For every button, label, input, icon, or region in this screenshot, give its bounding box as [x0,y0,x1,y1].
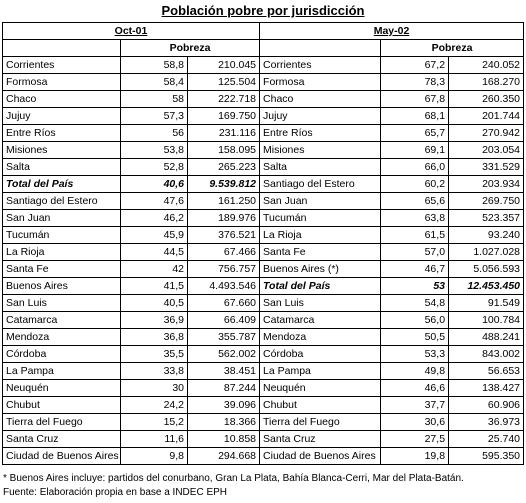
may-poverty-pct-cell: 30,6 [381,414,449,431]
oct-jurisdiction-cell: Chubut [3,397,121,414]
may-jurisdiction-cell: Neuquén [260,380,381,397]
may-poor-population-cell: 100.784 [449,312,524,329]
may-poor-population-cell: 138.427 [449,380,524,397]
oct-poor-population-cell: 66.409 [188,312,260,329]
may-jurisdiction-cell: Salta [260,159,381,176]
may-poor-population-cell: 93.240 [449,227,524,244]
may-poverty-pct-cell: 68,1 [381,108,449,125]
oct-jurisdiction-cell: Santa Cruz [3,431,121,448]
oct-poor-population-cell: 125.504 [188,74,260,91]
pobreza-header-left: Pobreza [121,40,260,57]
may-poor-population-cell: 843.002 [449,346,524,363]
may-jurisdiction-cell: Tierra del Fuego [260,414,381,431]
oct-jurisdiction-cell: Mendoza [3,329,121,346]
table-row [3,244,524,261]
may-poverty-pct-cell: 27,5 [381,431,449,448]
oct-poverty-pct-cell: 42 [121,261,188,278]
table-row [3,312,524,329]
table-row [3,91,524,108]
may-jurisdiction-cell: Catamarca [260,312,381,329]
oct-poverty-pct-cell: 45,9 [121,227,188,244]
table-row [3,57,524,74]
may-poverty-pct-cell: 69,1 [381,142,449,159]
oct-poverty-pct-cell: 58,8 [121,57,188,74]
table-row [3,414,524,431]
may-poor-population-cell: 595.350 [449,448,524,465]
table-row [3,125,524,142]
may-poverty-pct-cell: 54,8 [381,295,449,312]
table-row [3,261,524,278]
oct-poverty-pct-cell: 44,5 [121,244,188,261]
table-row [3,363,524,380]
oct-poor-population-cell: 161.250 [188,193,260,210]
oct-poverty-pct-cell: 52,8 [121,159,188,176]
may-jurisdiction-cell: Santa Fe [260,244,381,261]
table-row [3,193,524,210]
may-jurisdiction-cell: La Rioja [260,227,381,244]
table-row [3,142,524,159]
oct-poor-population-cell: 67.466 [188,244,260,261]
table-row [3,159,524,176]
may-jurisdiction-cell: Chaco [260,91,381,108]
may-poor-population-cell: 201.744 [449,108,524,125]
period-may-02: May-02 [260,23,524,40]
may-jurisdiction-cell: San Juan [260,193,381,210]
oct-poor-population-cell: 18.366 [188,414,260,431]
table-row [3,176,524,193]
oct-poverty-pct-cell: 40,5 [121,295,188,312]
may-poverty-pct-cell: 65,6 [381,193,449,210]
may-jurisdiction-cell: Jujuy [260,108,381,125]
blank-header-left [3,40,121,57]
may-jurisdiction-cell: Total del País [260,278,381,295]
oct-jurisdiction-cell: Neuquén [3,380,121,397]
table-row [3,227,524,244]
oct-poverty-pct-cell: 58 [121,91,188,108]
oct-jurisdiction-cell: Chaco [3,91,121,108]
oct-poor-population-cell: 189.976 [188,210,260,227]
may-jurisdiction-cell: Santa Cruz [260,431,381,448]
oct-jurisdiction-cell: San Luis [3,295,121,312]
oct-poor-population-cell: 231.116 [188,125,260,142]
oct-poverty-pct-cell: 56 [121,125,188,142]
table-row [3,431,524,448]
table-row [3,329,524,346]
oct-poverty-pct-cell: 46,2 [121,210,188,227]
blank-header-right [260,40,381,57]
oct-jurisdiction-cell: Entre Ríos [3,125,121,142]
oct-poverty-pct-cell: 57,3 [121,108,188,125]
oct-poor-population-cell: 562.002 [188,346,260,363]
may-jurisdiction-cell: Mendoza [260,329,381,346]
oct-poor-population-cell: 39.096 [188,397,260,414]
oct-jurisdiction-cell: Tucumán [3,227,121,244]
may-poor-population-cell: 91.549 [449,295,524,312]
oct-jurisdiction-cell: Santiago del Estero [3,193,121,210]
oct-poor-population-cell: 222.718 [188,91,260,108]
may-jurisdiction-cell: Misiones [260,142,381,159]
table-row [3,295,524,312]
oct-poverty-pct-cell: 36,8 [121,329,188,346]
may-jurisdiction-cell: Chubut [260,397,381,414]
table-title: Población pobre por jurisdicción [161,3,365,18]
may-poverty-pct-cell: 49,8 [381,363,449,380]
oct-jurisdiction-cell: Salta [3,159,121,176]
may-poverty-pct-cell: 65,7 [381,125,449,142]
may-poor-population-cell: 12.453.450 [449,278,524,295]
may-jurisdiction-cell: Córdoba [260,346,381,363]
oct-poverty-pct-cell: 30 [121,380,188,397]
may-poverty-pct-cell: 78,3 [381,74,449,91]
may-poor-population-cell: 269.750 [449,193,524,210]
oct-jurisdiction-cell: Tierra del Fuego [3,414,121,431]
may-poverty-pct-cell: 60,2 [381,176,449,193]
oct-jurisdiction-cell: Córdoba [3,346,121,363]
may-poverty-pct-cell: 63,8 [381,210,449,227]
oct-poverty-pct-cell: 15,2 [121,414,188,431]
oct-poverty-pct-cell: 11,6 [121,431,188,448]
oct-poor-population-cell: 294.668 [188,448,260,465]
table-row [3,448,524,465]
may-poor-population-cell: 36.973 [449,414,524,431]
may-poverty-pct-cell: 53 [381,278,449,295]
may-poor-population-cell: 240.052 [449,57,524,74]
may-poverty-pct-cell: 53,3 [381,346,449,363]
may-jurisdiction-cell: Formosa [260,74,381,91]
oct-poor-population-cell: 265.223 [188,159,260,176]
may-jurisdiction-cell: Corrientes [260,57,381,74]
may-poor-population-cell: 203.054 [449,142,524,159]
may-poverty-pct-cell: 61,5 [381,227,449,244]
may-poor-population-cell: 25.740 [449,431,524,448]
oct-jurisdiction-cell: Santa Fe [3,261,121,278]
may-poor-population-cell: 60.906 [449,397,524,414]
oct-jurisdiction-cell: Total del País [3,176,121,193]
may-poverty-pct-cell: 19,8 [381,448,449,465]
header-row [3,40,524,57]
oct-jurisdiction-cell: Misiones [3,142,121,159]
may-jurisdiction-cell: Tucumán [260,210,381,227]
may-poverty-pct-cell: 67,2 [381,57,449,74]
may-jurisdiction-cell: Entre Ríos [260,125,381,142]
oct-poverty-pct-cell: 47,6 [121,193,188,210]
may-poor-population-cell: 203.934 [449,176,524,193]
oct-jurisdiction-cell: Jujuy [3,108,121,125]
may-poverty-pct-cell: 56,0 [381,312,449,329]
may-poverty-pct-cell: 57,0 [381,244,449,261]
oct-poor-population-cell: 376.521 [188,227,260,244]
may-poor-population-cell: 523.357 [449,210,524,227]
may-poor-population-cell: 270.942 [449,125,524,142]
may-poor-population-cell: 260.350 [449,91,524,108]
oct-poor-population-cell: 4.493.546 [188,278,260,295]
oct-poverty-pct-cell: 35,5 [121,346,188,363]
oct-jurisdiction-cell: Ciudad de Buenos Aires [3,448,121,465]
oct-jurisdiction-cell: Catamarca [3,312,121,329]
oct-poverty-pct-cell: 40,6 [121,176,188,193]
oct-poor-population-cell: 158.095 [188,142,260,159]
table-row [3,380,524,397]
oct-jurisdiction-cell: Corrientes [3,57,121,74]
oct-poor-population-cell: 756.757 [188,261,260,278]
pobreza-header-right: Pobreza [381,40,524,57]
table-row [3,108,524,125]
may-poor-population-cell: 1.027.028 [449,244,524,261]
table-row [3,346,524,363]
table-row [3,74,524,91]
poverty-table [2,22,524,465]
oct-poor-population-cell: 169.750 [188,108,260,125]
oct-jurisdiction-cell: La Rioja [3,244,121,261]
oct-jurisdiction-cell: Formosa [3,74,121,91]
may-jurisdiction-cell: Ciudad de Buenos Aires [260,448,381,465]
may-poverty-pct-cell: 66,0 [381,159,449,176]
may-poor-population-cell: 168.270 [449,74,524,91]
oct-poor-population-cell: 9.539.812 [188,176,260,193]
footnote-buenos-aires: * Buenos Aires incluye: partidos del conurbano, Gran La Plata, Bahía Blanca-Cerri, Mar del Plata-Batán. [3,473,464,484]
table-row [3,278,524,295]
may-poor-population-cell: 56.653 [449,363,524,380]
may-jurisdiction-cell: La Pampa [260,363,381,380]
period-row [3,23,524,40]
oct-jurisdiction-cell: Buenos Aires [3,278,121,295]
oct-poverty-pct-cell: 36,9 [121,312,188,329]
oct-poverty-pct-cell: 53,8 [121,142,188,159]
oct-poor-population-cell: 38.451 [188,363,260,380]
oct-poor-population-cell: 10.858 [188,431,260,448]
oct-poverty-pct-cell: 41,5 [121,278,188,295]
oct-poverty-pct-cell: 9,8 [121,448,188,465]
may-jurisdiction-cell: San Luis [260,295,381,312]
footnotes [3,472,464,500]
period-oct-01: Oct-01 [3,23,260,40]
oct-poor-population-cell: 67.660 [188,295,260,312]
may-poverty-pct-cell: 67,8 [381,91,449,108]
may-poor-population-cell: 488.241 [449,329,524,346]
may-poverty-pct-cell: 46,6 [381,380,449,397]
oct-jurisdiction-cell: San Juan [3,210,121,227]
oct-poverty-pct-cell: 33,8 [121,363,188,380]
oct-poor-population-cell: 210.045 [188,57,260,74]
may-poverty-pct-cell: 46,7 [381,261,449,278]
oct-poverty-pct-cell: 58,4 [121,74,188,91]
oct-poor-population-cell: 355.787 [188,329,260,346]
may-poverty-pct-cell: 37,7 [381,397,449,414]
table-row [3,397,524,414]
oct-poverty-pct-cell: 24,2 [121,397,188,414]
may-jurisdiction-cell: Buenos Aires (*) [260,261,381,278]
footnote-source: Fuente: Elaboración propia en base a INDEC EPH [3,487,228,498]
may-poverty-pct-cell: 50,5 [381,329,449,346]
may-jurisdiction-cell: Santiago del Estero [260,176,381,193]
may-poor-population-cell: 5.056.593 [449,261,524,278]
oct-jurisdiction-cell: La Pampa [3,363,121,380]
oct-poor-population-cell: 87.244 [188,380,260,397]
may-poor-population-cell: 331.529 [449,159,524,176]
table-row [3,210,524,227]
